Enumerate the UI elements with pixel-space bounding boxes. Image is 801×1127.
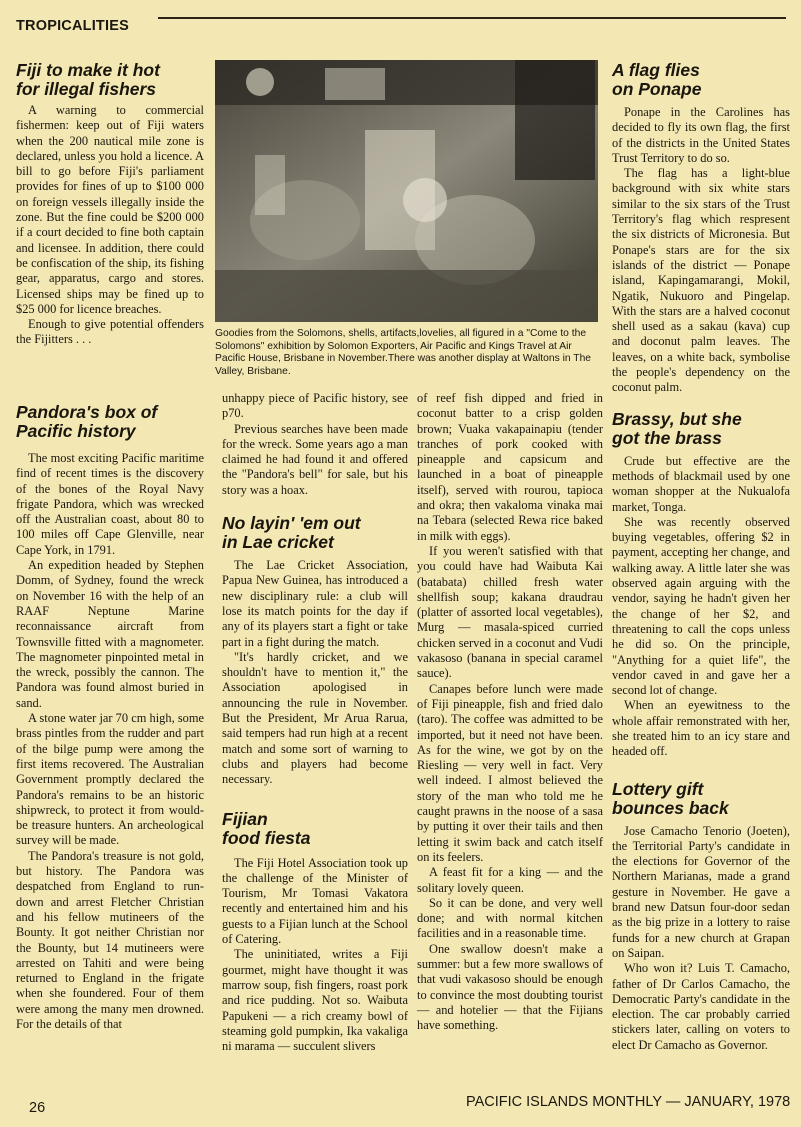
fiesta-paragraph: A feast fit for a king — and the solitary lovely queen. <box>417 865 603 895</box>
fiesta-paragraph: The uninitiated, writes a Fiji gourmet, might have thought it was marrow soup, fish fingers, roast pork and rice pudding. Not so. Waibuta Papukeni — a rich creamy bowl of steaming gold pumpkin, Ika vakaliga ni marama — succulent slivers <box>222 947 408 1054</box>
headline-fiji: Fiji to make it hot for illegal fishers <box>16 60 160 99</box>
brassy-paragraph: When an eyewitness to the whole affair remonstrated with her, she treated him to an icy stare and headed off. <box>612 698 790 759</box>
column-3 <box>417 391 603 1033</box>
fiji-paragraph: Enough to give potential offenders the Fijitters . . . <box>16 317 204 347</box>
pandora-paragraph: The Pandora's treasure is not gold, but history. The Pandora was despatched from England to run-down and arrest Fletcher Christian and his fellow mutineers of the Bounty. It got neither Christian nor the Bounty, but 14 mutineers were arrested on Tahiti and were being returned to England in the frigate when she foundered. Four of them were among the many men drowned. For the details of that <box>16 848 204 1031</box>
headline-brassy: Brassy, but she got the brass <box>612 408 742 448</box>
column-2 <box>222 391 408 1054</box>
column-4 <box>612 61 790 1053</box>
headline-fiesta: Fijian food fiesta <box>222 808 311 848</box>
lottery-paragraph: Who won it? Luis T. Camacho, father of Dr Carlos Camacho, the Democratic Party's candidate in the election. The car probably carried stickers later, calling on voters to elect Dr Camacho as Governor. <box>612 961 790 1052</box>
brassy-paragraph: Crude but effective are the methods of blackmail used by one woman shopper at the Nukualofa market, Tonga. <box>612 453 790 514</box>
fiesta-paragraph: Canapes before lunch were made of Fiji pineapple, fish and fried dalo (taro). The coffee was admitted to be imported, but it need not have been. As for the wine, we got by on the Riesling — very well in fact. Very well indeed. I almost believed the story of the man who told me he caught prawns in the noose of a sasa by putting it over their tails and then letting it swim back and catch itself on its feelers. <box>417 681 603 864</box>
headline-flag: A flag flies on Ponape <box>612 60 702 99</box>
exhibition-photo-image <box>215 60 598 322</box>
photo-caption: Goodies from the Solomons, shells, artifacts,lovelies, all figured in a "Come to the Solomons" exhibition by Solomon Exporters, Air Pacific and Kings Travel at Air Pacific House, Brisbane in November.There was another display at Waltons in The Valley, Brisbane. <box>215 328 592 377</box>
pandora-paragraph: unhappy piece of Pacific history, see p70. <box>222 391 408 421</box>
fiesta-paragraph: of reef fish dipped and fried in coconut batter to a crisp golden brown; Vuaka vakapainapiu (tender tranches of pork cooked with pineapple and capsicum and launched in a boat of pineapple itself), served with rourou, tapioca and okra; then vakaloma vinaka mai na Tebara (selected Rewa rice baked in milk with eggs). <box>417 391 603 543</box>
flag-paragraph: Ponape in the Carolines has decided to fly its own flag, the first of the districts in the United States Trust Territory to do so. <box>612 105 790 165</box>
section-title: TROPICALITIES <box>16 18 129 34</box>
page-number: 26 <box>29 1100 46 1116</box>
pandora-paragraph: A stone water jar 70 cm high, some brass pintles from the rudder and part of the bilge pump were among the first items recovered. The Australian Government promptly declared the Pandora's remains to be an historic shipwreck, to protect it from would-be treasure hunters. An archeological survey will be made. <box>16 711 204 848</box>
fiesta-paragraph: The Fiji Hotel Association took up the challenge of the Minister of Tourism, Mr Tomasi Vakatora recently and entertained him and his guests to a Fijian lunch at the School of Catering. <box>222 855 408 947</box>
fiji-paragraph: A warning to commercial fishermen: keep out of Fiji waters when the 200 nautical mile zone is declared, unless you hold a licence. A bill to go before Fiji's parliament provides for fines of up to $100 000 on foreign vessels illegally inside the zone. But the fine could be $200 000 if a court decided to fine both captain and licensee. In addition, there could be confiscation of the ship, its fishing gear, apparatus, cargo and stores. Licensed ships may be fined up to $25 000 for licence breaches. <box>16 103 204 316</box>
lottery-paragraph: Jose Camacho Tenorio (Joeten), the Territorial Party's candidate in the elections for Governor of the Northern Marianas, made a grand gesture in November. He gave a brand new Datsun four-door sedan as the big prize in a lottery to raise funds for a new church at Grapan on Saipan. <box>612 823 790 960</box>
pandora-paragraph: An expedition headed by Stephen Domm, of Sydney, found the wreck on November 16 with the help of an RAAF Neptune Marine reconnaissance aircraft from Townsville fitted with a magnometer. The magnometer pinpointed metal in the wreck, possibly the cannon. The Pandora was found almost buried in sand. <box>16 558 204 710</box>
lae-paragraph: The Lae Cricket Association, Papua New Guinea, has introduced a new disciplinary rule: a club will lose its match points for the day if any of its players start a fight or take part in a fight during the match. <box>222 558 408 649</box>
article-pandora <box>16 403 204 1032</box>
fiesta-paragraph: If you weren't satisfied with that you could have had Waibuta Kai (batabata) chilled fresh water shellfish soup; kakana draudrau (platter of assorted local vegetables), Murg — masala-spiced curried chicken served in a coconut and Vudi vakasoso (banana in special caramel sauce). <box>417 543 603 681</box>
pandora-paragraph: Previous searches have been made for the wreck. Some years ago a man claimed he had found it and offered the "Pandora's bell" for sale, but his story was a hoax. <box>222 421 408 497</box>
fiesta-paragraph: One swallow doesn't make a summer: but a few more swallows of that vudi vakasoso should be enough to convince the most doubting tourist — and hotelier — that the Fijians have something. <box>417 941 603 1033</box>
pandora-paragraph: The most exciting Pacific maritime find of recent times is the discovery of the bones of the Royal Navy frigate Pandora, which was wrecked off the Australian coast, about 80 to 100 miles off Cape Glenville, near Cape York, in 1791. <box>16 451 204 557</box>
headline-lae: No layin' 'em out in Lae cricket <box>222 513 361 553</box>
brassy-paragraph: She was recently observed buying vegetables, offering $2 in payment, accepting her change, and walking away. A little later she was observed again arguing with the vendor, saying he hadn't given her the change of her $2, and threatening to call the cops unless he did so. On the principle, "Anything for a quiet life", the vendor caved in and gave her a second lot of change. <box>612 514 790 698</box>
article-fiji-fishers <box>16 61 204 348</box>
headline-lottery: Lottery gift bounces back <box>612 778 729 818</box>
flag-paragraph: The flag has a light-blue background with six white stars similar to the six stars of the Trust Territory's flag which respresent the six districts of Micronesia. But Ponape's stars are for the six islands of the district — Ponape island, Kapingamarangi, Mokil, Ngatik, Nukuoro and Pingelap. With the stars are a halved coconut shell used as a sakau (kava) cup and doconut palm leaves. The leaves, on a white back, symbolise the people's dependency on the coconut palm. <box>612 166 790 395</box>
footer-publication: PACIFIC ISLANDS MONTHLY — JANUARY, 1978 <box>466 1094 791 1110</box>
lae-paragraph: "It's hardly cricket, and we shouldn't have to mention it," the Association apologised in announcing the rule in November. But the President, Mr Arua Rarua, said tempers had run high at a recent match and some sort of warning to clubs and players had become necessary. <box>222 649 408 787</box>
exhibition-photo <box>215 60 598 322</box>
headline-pandora: Pandora's box of Pacific history <box>16 402 158 441</box>
fiesta-paragraph: So it can be done, and very well done; and with normal kitchen facilities and in a reasonable time. <box>417 895 603 941</box>
section-rule <box>158 17 786 19</box>
